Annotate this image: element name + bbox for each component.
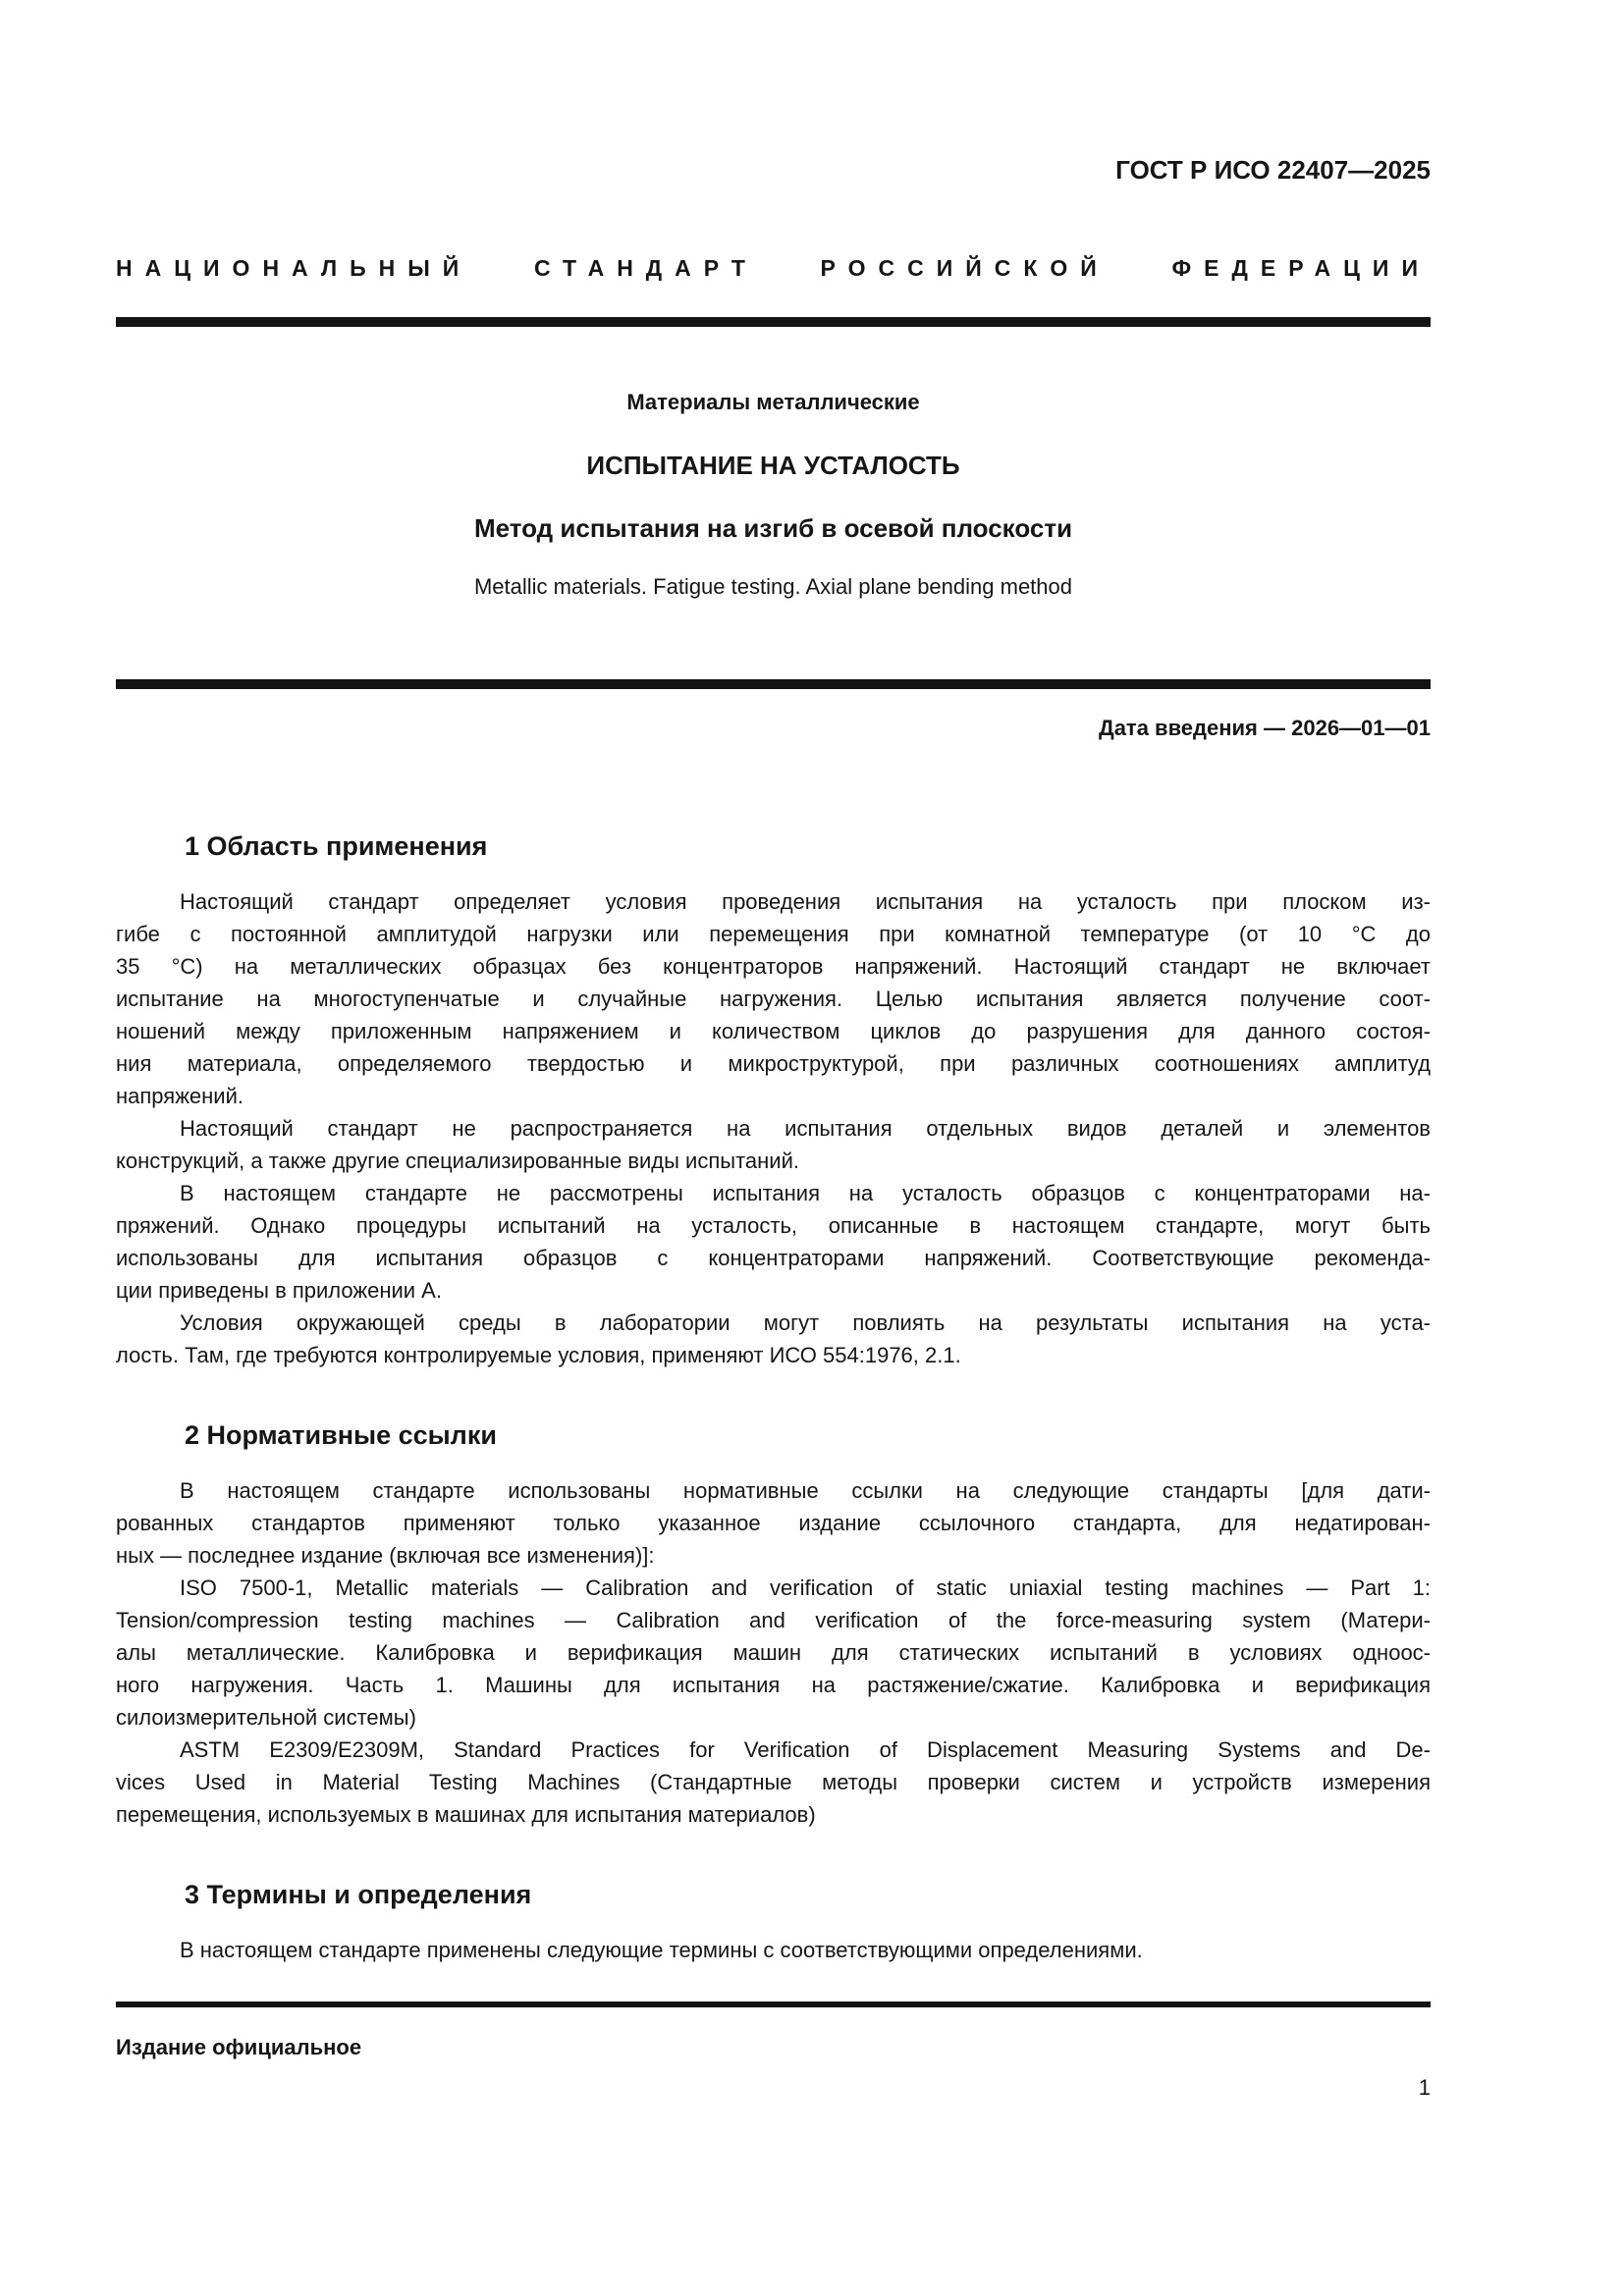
text-line: В настоящем стандарте использованы нормативные ссылки на следующие стандарты [для дати- [180, 1478, 1431, 1503]
text-line: ASTM E2309/E2309M, Standard Practices for Verification of Displacement Measuring Systems and De- [180, 1737, 1431, 1762]
text-line: использованы для испытания образцов с концентраторами напряжений. Соответствующие рекоменда- [116, 1246, 1431, 1270]
standard-type-heading: НАЦИОНАЛЬНЫЙ СТАНДАРТ РОССИЙСКОЙ ФЕДЕРАЦИИ [116, 255, 1431, 281]
divider-bar-top [116, 317, 1431, 327]
text-line: силоизмерительной системы) [116, 1705, 416, 1730]
paragraph [116, 1112, 1431, 1177]
text-line: напряжений. [116, 1084, 244, 1108]
document-body [116, 829, 1431, 1966]
title-english: Metallic materials. Fatigue testing. Axial plane bending method [473, 574, 1072, 599]
text-line: испытание на многоступенчатые и случайные нагружения. Целью испытания является получение соот- [116, 987, 1431, 1011]
paragraph [116, 1572, 1431, 1734]
title-main: ИСПЫТАНИЕ НА УСТАЛОСТЬ [586, 451, 960, 480]
divider-bar-middle [116, 679, 1431, 689]
paragraph [116, 1177, 1431, 1307]
paragraph [116, 1934, 1431, 1966]
paragraph [116, 1307, 1431, 1371]
text-line: ции приведены в приложении А. [116, 1278, 442, 1303]
text-line: конструкций, а также другие специализированные виды испытаний. [116, 1148, 799, 1173]
edition-note: Издание официальное [116, 2035, 362, 2059]
section-heading: 2 Нормативные ссылки [185, 1420, 497, 1450]
text-line: В настоящем стандарте не рассмотрены испытания на усталость образцов с концентраторами на- [180, 1181, 1431, 1205]
page-content [116, 0, 1431, 2102]
text-line: ния материала, определяемого твердостью и микроструктурой, при различных соотношениях амплитуд [116, 1051, 1431, 1076]
section [116, 829, 1431, 1371]
text-line: перемещения, используемых в машинах для испытания материалов) [116, 1802, 816, 1827]
section [116, 1418, 1431, 1831]
introduction-date: Дата введения — 2026—01—01 [1099, 716, 1431, 740]
doc-code: ГОСТ Р ИСО 22407—2025 [1115, 155, 1431, 185]
text-line: ношений между приложенным напряжением и количеством циклов до разрушения для данного состоя- [116, 1019, 1431, 1043]
text-line: ного нагружения. Часть 1. Машины для испытания на растяжение/сжатие. Калибровка и верификация [116, 1673, 1431, 1697]
text-line: лость. Там, где требуются контролируемые условия, применяют ИСО 554:1976, 2.1. [116, 1343, 961, 1367]
title-group: Материалы металлические [626, 390, 920, 414]
paragraph [116, 1734, 1431, 1831]
text-line: Условия окружающей среды в лаборатории могут повлиять на результаты испытания на уста- [180, 1310, 1431, 1335]
paragraph [116, 885, 1431, 1112]
title-subtitle: Метод испытания на изгиб в осевой плоскости [473, 513, 1073, 543]
text-line: vices Used in Material Testing Machines (Стандартные методы проверки систем и устройств измерения [116, 1770, 1431, 1794]
text-line: Tension/compression testing machines — Calibration and verification of the force-measuring system (Матери- [116, 1608, 1431, 1632]
text-line: гибе с постоянной амплитудой нагрузки или перемещения при комнатной температуре (от 10 °С до [116, 922, 1431, 946]
text-line: В настоящем стандарте применены следующие термины с соответствующими определениями. [180, 1938, 1143, 1962]
section-heading: 1 Область применения [185, 831, 488, 861]
section [116, 1878, 1431, 1966]
text-line: пряжений. Однако процедуры испытаний на усталость, описанные в настоящем стандарте, могут быть [116, 1213, 1431, 1238]
text-line: ных — последнее издание (включая все изменения)]: [116, 1543, 655, 1568]
text-line: ISO 7500-1, Metallic materials — Calibration and verification of static uniaxial testing machines — Part 1: [180, 1575, 1431, 1600]
text-line: Настоящий стандарт не распространяется на испытания отдельных видов деталей и элементов [180, 1116, 1431, 1141]
paragraph [116, 1474, 1431, 1572]
page-number: 1 [1418, 2075, 1431, 2100]
text-line: 35 °С) на металлических образцах без концентраторов напряжений. Настоящий стандарт не включает [116, 954, 1431, 979]
section-heading: 3 Термины и определения [185, 1880, 532, 1909]
text-line: Настоящий стандарт определяет условия проведения испытания на усталость при плоском из- [180, 889, 1431, 914]
text-line: алы металлические. Калибровка и верификация машин для статических испытаний в условиях одноос- [116, 1640, 1431, 1665]
divider-bar-bottom [116, 2002, 1431, 2007]
text-line: рованных стандартов применяют только указанное издание ссылочного стандарта, для недатирован- [116, 1511, 1431, 1535]
